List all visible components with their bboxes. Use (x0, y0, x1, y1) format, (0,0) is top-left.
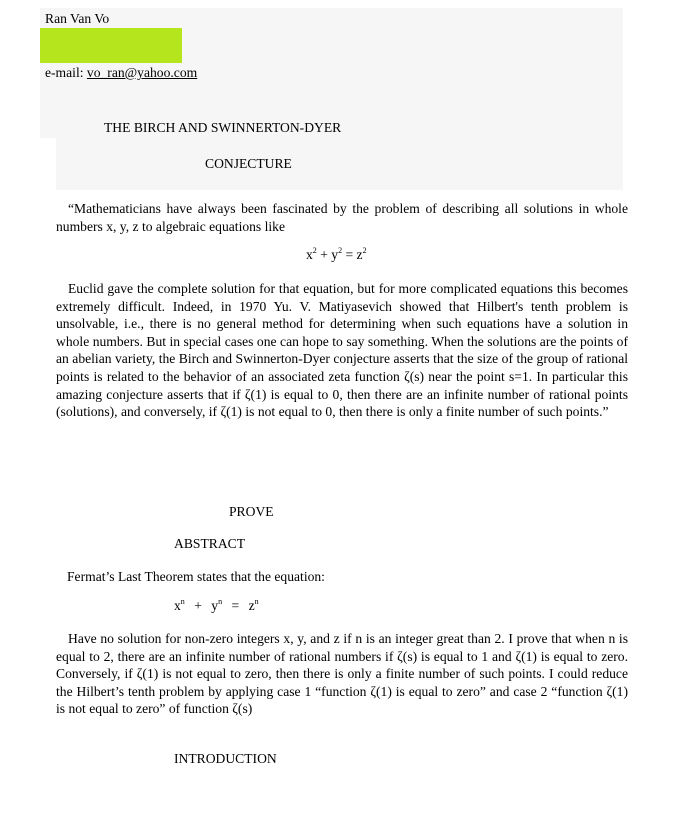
email-link[interactable]: vo_ran@yahoo.com (86, 65, 198, 80)
eq2-z: z (248, 598, 255, 613)
eq-y: y (331, 247, 339, 262)
eq-exp-y: 2 (338, 246, 343, 255)
author-name: Ran Van Vo (45, 11, 110, 26)
eq-rhs: = z (345, 247, 363, 262)
eq2-exp-y: n (218, 597, 223, 606)
quote-paragraph-2-text: Euclid gave the complete solution for that equation, but for more complicated equations this becomes extremely difficult. Indeed, in 1970 Yu. V. Matiyasevich showed that Hilbert's tenth problem is unsolvable, i.e., there is no general method for determining when such equations have a solution in whole numbers. But in special cases one can hope to say something. When the solutions are the points of an abelian variety, the Birch and Swinnerton-Dyer conjecture asserts that the size of the group of rational points is related to the behavior of an associated zeta function ζ(s) near the point s=1. In particular this amazing conjecture asserts that if ζ(1) is equal to 0, then there are an infinite number of rational points (solutions), and conversely, if ζ(1) is not equal to 0, then there is only a finite number of such points.” (56, 281, 628, 420)
section-heading-abstract: ABSTRACT (174, 536, 246, 551)
quote-paragraph-2 (56, 280, 628, 421)
quote-paragraph-1 (56, 200, 628, 235)
section-heading-introduction: INTRODUCTION (174, 751, 277, 766)
eq2-x: x (174, 598, 181, 613)
equation-pythagorean (306, 246, 367, 263)
eq-exp-z: 2 (362, 246, 367, 255)
eq2-y: y (211, 598, 219, 613)
eq2-plus: + (194, 598, 202, 613)
eq2-exp-x: n (180, 597, 185, 606)
section-heading-prove: PROVE (229, 504, 274, 519)
equation-fermat (174, 597, 259, 614)
title-line-2: CONJECTURE (205, 156, 292, 171)
title-line-1: THE BIRCH AND SWINNERTON-DYER (104, 120, 342, 135)
eq2-equals: = (231, 598, 240, 613)
eq-exp-x: 2 (312, 246, 317, 255)
redacted-highlight (40, 28, 182, 63)
abstract-paragraph (56, 630, 628, 718)
title-background (56, 138, 623, 190)
abstract-paragraph-text: Have no solution for non-zero integers x, y, and z if n is an integer great than 2. I prove that when n is equal to 2, there are an infinite number of rational numbers if ζ(s) is equal to 1 and ζ(1) is equal to zero. Conversely, if ζ(1) is not equal to zero, then there is only a finite number of such points. I could reduce the Hilbert’s tenth problem by applying case 1 “function ζ(1) is equal to zero” and case 2 “function ζ(1) is not equal to zero” of function ζ(s) (56, 631, 628, 717)
quote-paragraph-1-text: “Mathematicians have always been fascinated by the problem of describing all solutions in whole numbers x, y, z to algebraic equations like (56, 201, 628, 234)
email-line (45, 65, 197, 81)
email-label: e-mail: (45, 65, 84, 80)
eq-x: x (306, 247, 313, 262)
fermat-statement: Fermat’s Last Theorem states that the equation: (67, 569, 325, 584)
eq2-exp-z: n (254, 597, 259, 606)
eq-plus: + (320, 247, 328, 262)
